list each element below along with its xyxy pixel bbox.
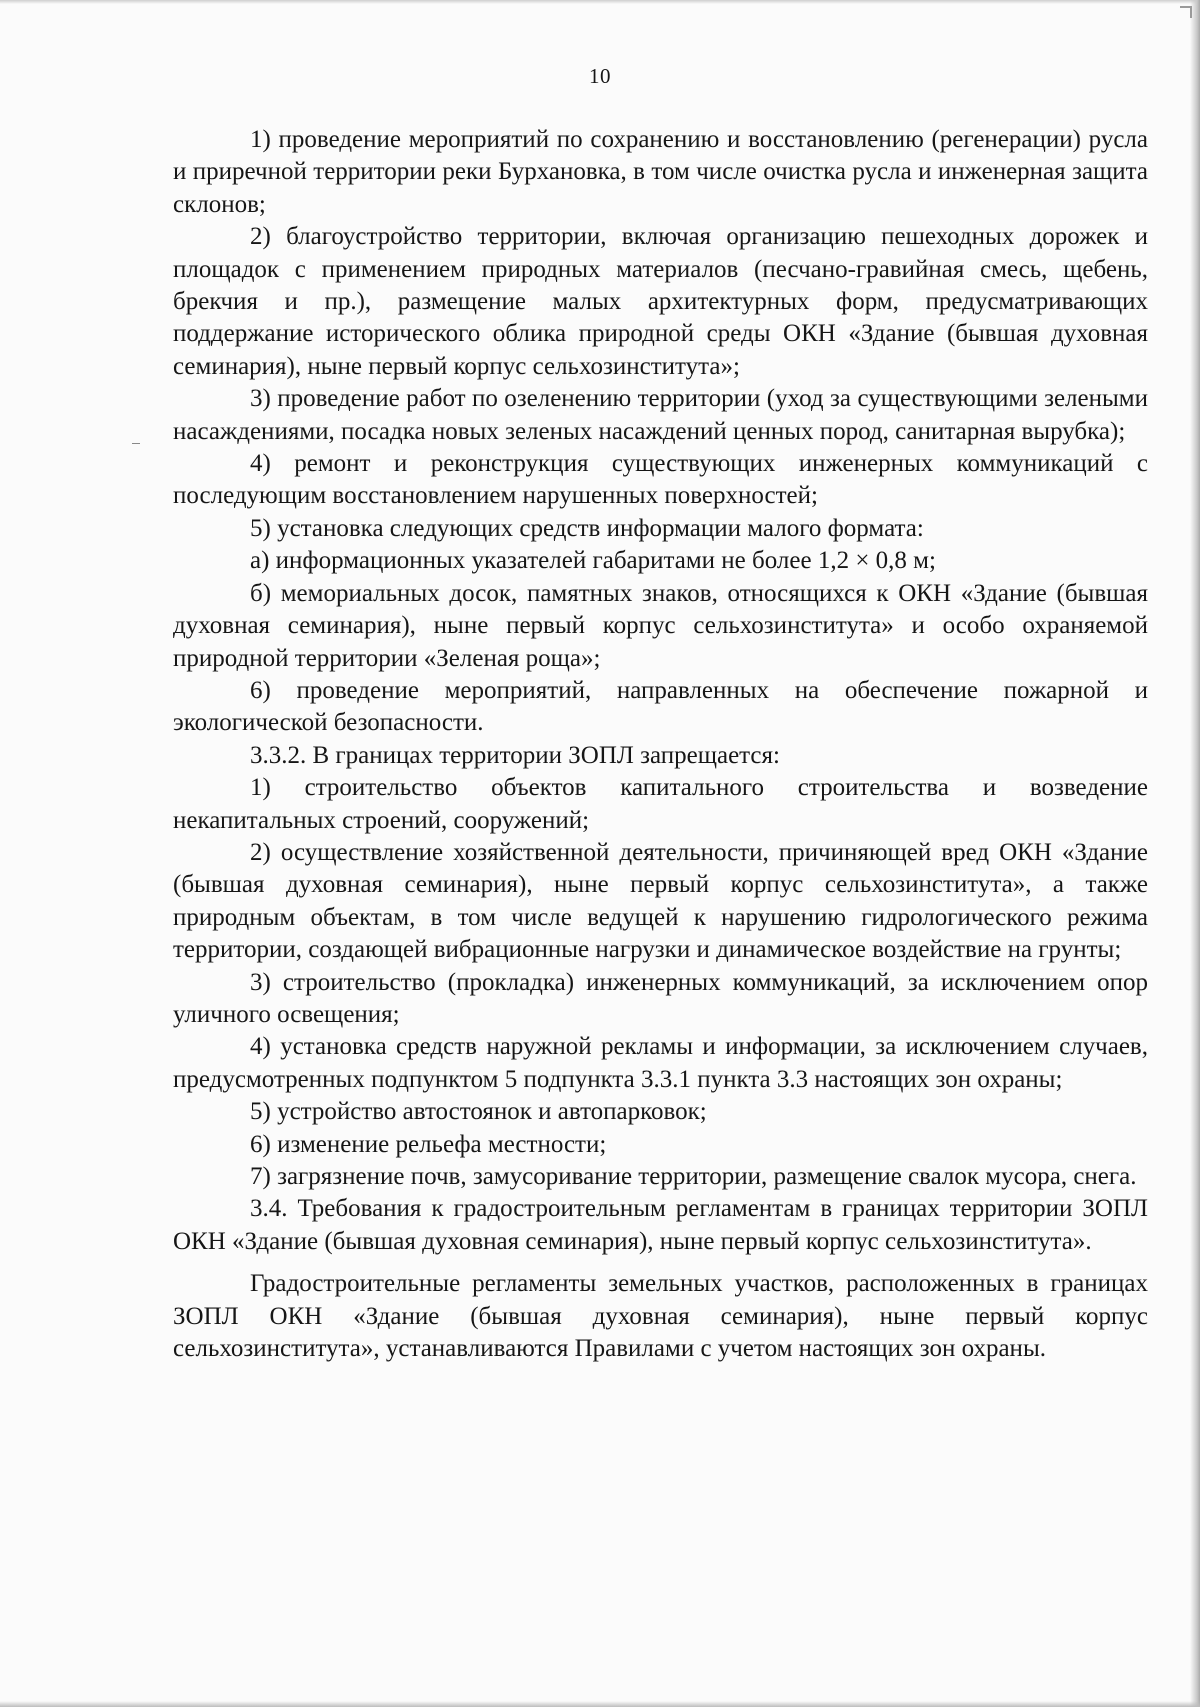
paragraph-item-2: 2) благоустройство территории, включая организацию пешеходных дорожек и площадок с применением природных материалов (песчано-гравийная смесь, щебень, брекчия и пр.), размещение малых архитектурных форм, предусматривающих поддержание исторического облика природной среды ОКН «Здание (бывшая духовная семинария), ныне первый корпус сельхозинститута»; [173,223,1148,380]
document-body [173,124,1148,1365]
paragraph-item-5a: а) информационных указателей габаритами не более 1,2 × 0,8 м; [250,547,936,575]
prohibition-item-4: 4) установка средств наружной рекламы и информации, за исключением случаев, предусмотренных подпунктом 5 подпункта 3.3.1 пункта 3.3 настоящих зон охраны; [173,1033,1148,1093]
scan-edge-right [1190,0,1200,1707]
paragraph-item-3: 3) проведение работ по озеленению территории (уход за существующими зелеными насаждениями, посадка новых зеленых насаждений ценных пород, санитарная вырубка); [173,385,1148,445]
paragraph-item-1: 1) проведение мероприятий по сохранению и восстановлению (регенерации) русла и приречной территории реки Бурхановка, в том числе очистка русла и инженерная защита склонов; [173,126,1148,218]
prohibition-item-6: 6) изменение рельефа местности; [250,1130,607,1158]
margin-mark [132,443,140,444]
scan-edge-top [0,0,1200,4]
paragraph-item-5b: б) мемориальных досок, памятных знаков, относящихся к ОКН «Здание (бывшая духовная семинария), ныне первый корпус сельхозинститута» и особо охраняемой природной территории «Зеленая роща»; [173,579,1148,672]
scan-corner-mark [1180,6,1192,18]
prohibition-item-2: 2) осуществление хозяйственной деятельности, причиняющей вред ОКН «Здание (бывшая духовная семинария), ныне первый корпус сельхозинститута», а также природным объектам, в том числе ведущей к нарушению гидрологического режима территории, создающей вибрационные нагрузки и динамическое воздействие на грунты; [173,838,1148,964]
page-number: 10 [589,64,611,88]
paragraph-item-5: 5) установка следующих средств информации малого формата: [250,514,924,542]
prohibition-item-3: 3) строительство (прокладка) инженерных коммуникаций, за исключением опор уличного освещения; [173,968,1148,1028]
prohibition-item-7: 7) загрязнение почв, замусоривание территории, размещение свалок мусора, снега. [250,1163,1137,1190]
prohibition-item-5: 5) устройство автостоянок и автопарковок; [250,1098,707,1126]
section-3-4-heading: 3.4. Требования к градостроительным регламентам в границах территории ЗОПЛ ОКН «Здание (бывшая духовная семинария), ныне первый корпус сельхозинститута». [173,1195,1148,1255]
section-3-3-2-heading: 3.3.2. В границах территории ЗОПЛ запрещается: [250,741,780,769]
paragraph-item-6: 6) проведение мероприятий, направленных на обеспечение пожарной и экологической безопасности. [173,676,1148,737]
paragraph-item-4: 4) ремонт и реконструкция существующих инженерных коммуникаций с последующим восстановлением нарушенных поверхностей; [173,450,1148,510]
scan-edge-bottom [0,1701,1200,1707]
prohibition-item-1: 1) строительство объектов капитального строительства и возведение некапитальных строений, сооружений; [173,774,1148,834]
regulations-paragraph: Градостроительные регламенты земельных участков, расположенных в границах ЗОПЛ ОКН «Здание (бывшая духовная семинария), ныне первый корпус сельхозинститута», устанавливаются Правилами с учетом настоящих зон охраны. [173,1270,1148,1363]
